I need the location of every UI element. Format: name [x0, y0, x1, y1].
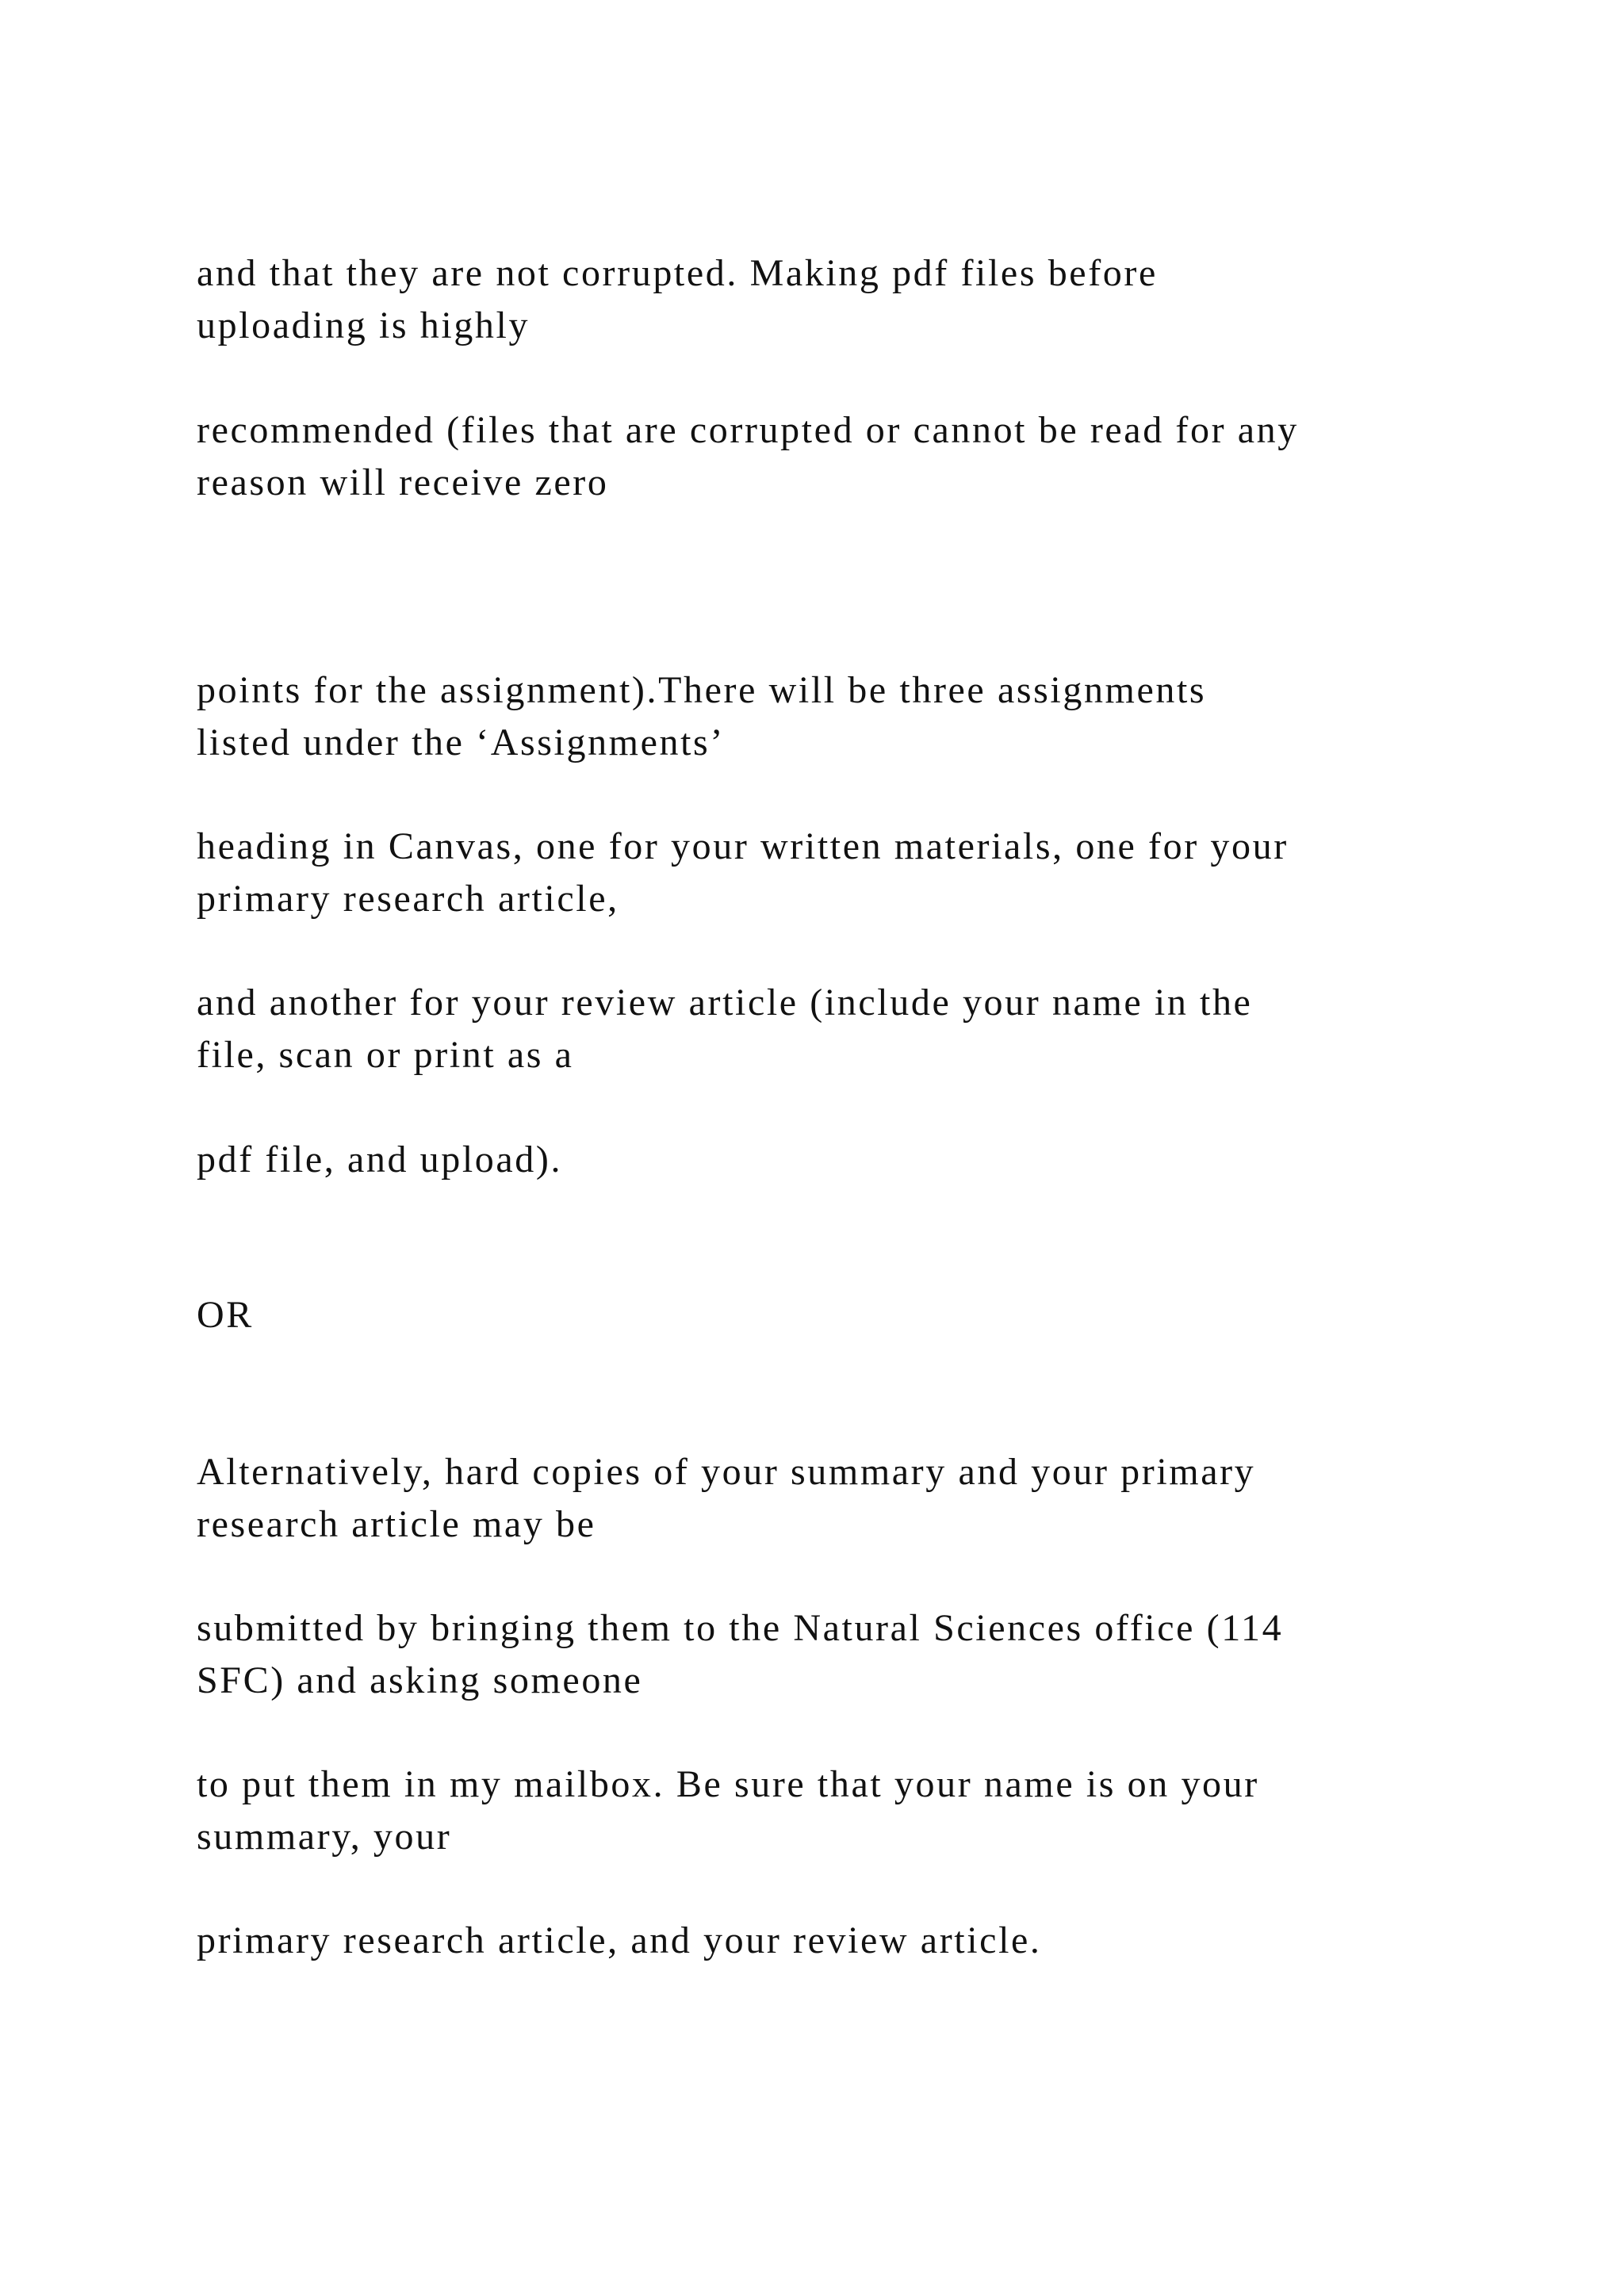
- paragraph-5: [197, 977, 1497, 1081]
- text-line: reason will receive zero: [197, 461, 609, 503]
- paragraph-3: [197, 664, 1497, 769]
- paragraph-8: [197, 1446, 1497, 1551]
- paragraph-1: [197, 247, 1497, 352]
- text-line: and another for your review article (include your name in the: [197, 982, 1253, 1024]
- text-line: primary research article,: [197, 878, 619, 920]
- text-line: file, scan or print as a: [197, 1034, 574, 1076]
- text-line: heading in Canvas, one for your written materials, one for your: [197, 825, 1289, 867]
- paragraph-or: [197, 1289, 1497, 1341]
- text-line: and that they are not corrupted. Making pdf files before: [197, 252, 1158, 294]
- text-line: summary, your: [197, 1816, 452, 1858]
- paragraph-4: [197, 821, 1497, 925]
- text-line: to put them in my mailbox. Be sure that your name is on your: [197, 1763, 1259, 1805]
- paragraph-6: [197, 1134, 1497, 1186]
- text-line: SFC) and asking someone: [197, 1659, 643, 1701]
- text-line: points for the assignment).There will be three assignments: [197, 669, 1207, 711]
- text-line: research article may be: [197, 1503, 596, 1545]
- paragraph-9: [197, 1602, 1497, 1707]
- paragraph-2: [197, 404, 1497, 509]
- paragraph-11: [197, 1915, 1497, 1967]
- text-line: recommended (files that are corrupted or cannot be read for any: [197, 409, 1299, 451]
- text-line: uploading is highly: [197, 304, 530, 346]
- text-line: Alternatively, hard copies of your summary and your primary: [197, 1451, 1256, 1493]
- text-line: pdf file, and upload).: [197, 1138, 563, 1181]
- text-line: OR: [197, 1294, 254, 1336]
- text-line: submitted by bringing them to the Natural Sciences office (114: [197, 1607, 1284, 1649]
- text-line: listed under the ‘Assignments’: [197, 721, 725, 763]
- text-line: primary research article, and your review article.: [197, 1919, 1042, 1961]
- paragraph-10: [197, 1758, 1497, 1863]
